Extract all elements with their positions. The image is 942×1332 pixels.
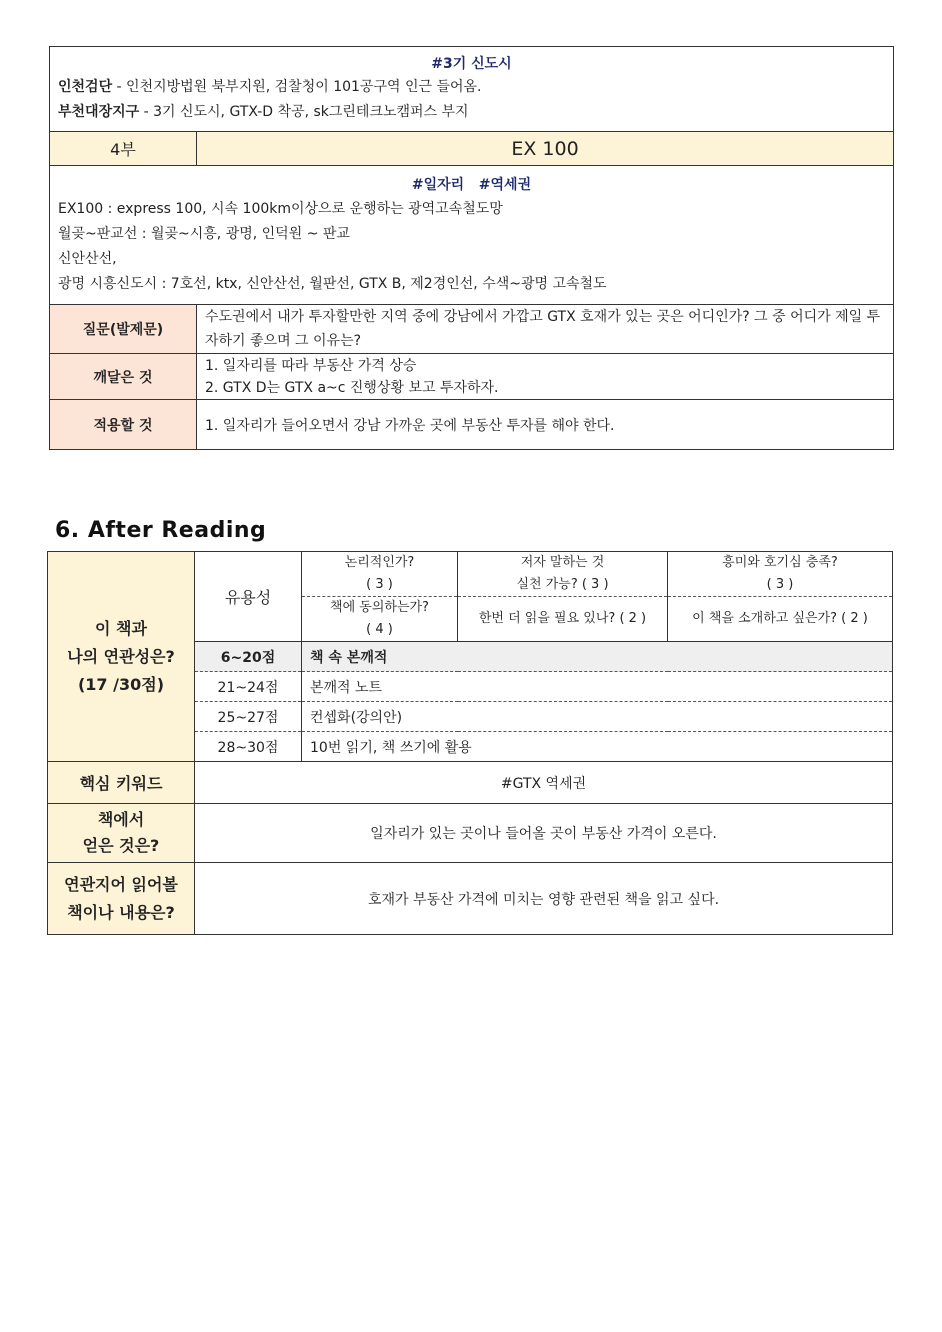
relevance-label-line: 나의 연관성은? bbox=[67, 646, 175, 666]
hashtag-new-city: #3기 신도시 bbox=[431, 56, 512, 72]
relevance-label bbox=[48, 552, 195, 762]
recommend-question: 이 책을 소개하고 싶은가? ( 2 ) bbox=[668, 597, 893, 642]
part-title: EX 100 bbox=[197, 132, 894, 166]
learned-item: 2. GTX D는 GTX a~c 진행상황 보고 투자하자. bbox=[205, 379, 499, 396]
usefulness-label: 유용성 bbox=[195, 552, 302, 642]
agree-question bbox=[302, 597, 458, 642]
book-notes-table bbox=[49, 46, 894, 450]
hashtag-jobs-station: #일자리 #역세권 bbox=[411, 177, 532, 193]
gained-value: 일자리가 있는 곳이나 들어올 곳이 부동산 가격이 오른다. bbox=[195, 804, 893, 863]
interest-question-score: ( 3 ) bbox=[766, 577, 794, 592]
gained-label bbox=[48, 804, 195, 863]
question-label: 질문(발제문) bbox=[50, 305, 197, 354]
keyword-label: 핵심 키워드 bbox=[48, 762, 195, 804]
ex100-section bbox=[50, 166, 894, 305]
practical-question-text: 저자 말하는 것 bbox=[520, 555, 605, 570]
related-value: 호재가 부동산 가격에 미치는 영향 관련된 책을 읽고 싶다. bbox=[195, 863, 893, 935]
wolgot-pangyo-line: 월곶~판교선 : 월곶~시흥, 광명, 인덕원 ~ 판교 bbox=[58, 226, 350, 242]
sinansan-line: 신안산선, bbox=[58, 251, 117, 267]
bucheon-daejang-row bbox=[58, 100, 885, 125]
related-label-line: 책이나 내용은? bbox=[67, 902, 175, 922]
bucheon-daejang-text: - 3기 신도시, GTX-D 착공, sk그린테크노캠퍼스 부지 bbox=[139, 104, 469, 120]
interest-question-text: 흥미와 호기심 충족? bbox=[722, 555, 838, 570]
score-label: 컨셉화(강의안) bbox=[302, 702, 893, 732]
relevance-label-line: 이 책과 bbox=[95, 618, 147, 638]
keyword-value: #GTX 역세권 bbox=[195, 762, 893, 804]
apply-label: 적용할 것 bbox=[50, 400, 197, 450]
score-label: 책 속 본깨적 bbox=[302, 642, 893, 672]
logical-question bbox=[302, 552, 458, 597]
reread-question: 한번 더 읽을 필요 있나? ( 2 ) bbox=[458, 597, 668, 642]
gained-label-line: 얻은 것은? bbox=[82, 836, 160, 855]
question-text: 수도권에서 내가 투자할만한 지역 중에 강남에서 가깝고 GTX 호재가 있는 곳은 어디인가? 그 중 어디가 제일 투자하기 좋으며 그 이유는? bbox=[197, 305, 894, 354]
interest-question bbox=[668, 552, 893, 597]
related-label bbox=[48, 863, 195, 935]
score-range: 28~30점 bbox=[195, 732, 302, 762]
gained-label-line: 책에서 bbox=[97, 810, 145, 829]
incheon-geomdan-label: 인천검단 bbox=[58, 79, 113, 95]
practical-question bbox=[458, 552, 668, 597]
learned-label: 깨달은 것 bbox=[50, 354, 197, 400]
related-label-line: 연관지어 읽어볼 bbox=[64, 874, 178, 894]
incheon-geomdan-row bbox=[58, 75, 885, 100]
ex100-line: EX100 : express 100, 시속 100km이상으로 운행하는 광역고속철도망 bbox=[58, 201, 503, 217]
gwangmyeong-siheung-line: 광명 시흥신도시 : 7호선, ktx, 신안산선, 월판선, GTX B, 제2경인선, 수색~광명 고속철도 bbox=[58, 276, 607, 292]
relevance-score: (17 /30점) bbox=[77, 674, 165, 694]
incheon-geomdan-text: - 인천지방법원 북부지원, 검찰청이 101공구역 인근 들어옴. bbox=[112, 79, 482, 95]
logical-question-text: 논리적인가? bbox=[344, 555, 415, 570]
apply-text: 1. 일자리가 들어오면서 강남 가까운 곳에 부동산 투자를 해야 한다. bbox=[197, 400, 894, 450]
learned-item: 1. 일자리를 따라 부동산 가격 상승 bbox=[205, 357, 417, 374]
score-label: 본깨적 노트 bbox=[302, 672, 893, 702]
score-range: 21~24점 bbox=[195, 672, 302, 702]
agree-question-score: ( 4 ) bbox=[366, 622, 393, 637]
learned-cell bbox=[197, 354, 894, 400]
score-range: 6~20점 bbox=[195, 642, 302, 672]
score-label: 10번 읽기, 책 쓰기에 활용 bbox=[302, 732, 893, 762]
new-city-section bbox=[50, 47, 894, 132]
bucheon-daejang-label: 부천대장지구 bbox=[58, 104, 140, 120]
logical-question-score: ( 3 ) bbox=[366, 577, 393, 592]
agree-question-text: 책에 동의하는가? bbox=[330, 600, 429, 615]
part-label: 4부 bbox=[50, 132, 197, 166]
practical-question-score: 실천 가능? ( 3 ) bbox=[516, 577, 609, 592]
score-range: 25~27점 bbox=[195, 702, 302, 732]
section-title: 6. After Reading bbox=[55, 518, 267, 543]
after-reading-table bbox=[47, 551, 893, 935]
